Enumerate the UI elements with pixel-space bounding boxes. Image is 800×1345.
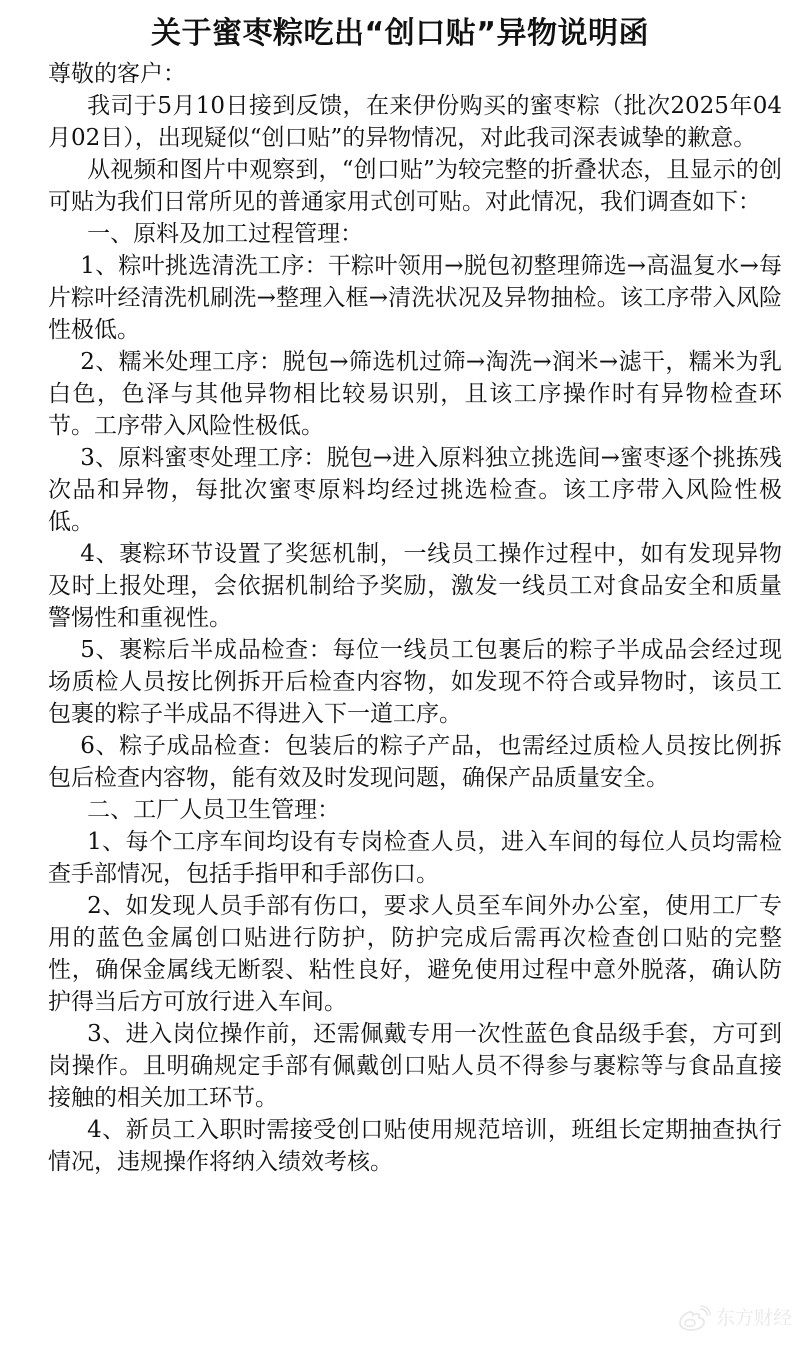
weibo-icon xyxy=(677,1305,711,1331)
section-1-item-1: 1、粽叶挑选清洗工序：干粽叶领用→脱包初整理筛选→高温复水→每片粽叶经清洗机刷洗→整理入框→清洗状况及异物抽检。该工序带入风险性极低。 xyxy=(48,253,782,343)
intro-paragraph: 我司于5月10日接到反馈，在来伊份购买的蜜枣粽（批次2025年04月02日），出现疑似“创口贴”的异物情况，对此我司深表诚挚的歉意。 xyxy=(48,93,782,151)
salutation: 尊敬的客户： xyxy=(48,61,186,87)
section-2-heading: 二、工厂人员卫生管理： xyxy=(87,797,341,823)
section-2-item-4: 4、新员工入职时需接受创口贴使用规范培训，班组长定期抽查执行情况，违规操作将纳入绩效考核。 xyxy=(48,1117,782,1175)
document-body xyxy=(48,58,782,1178)
observation-paragraph: 从视频和图片中观察到，“创口贴”为较完整的折叠状态，且显示的创可贴为我们日常所见的普通家用式创可贴。对此情况，我们调查如下： xyxy=(48,157,782,215)
section-2-item-1: 1、每个工序车间均设有专岗检查人员，进入车间的每位人员均需检查手部情况，包括手指甲和手部伤口。 xyxy=(48,829,782,887)
section-1-item-3: 3、原料蜜枣处理工序：脱包→进入原料独立挑选间→蜜枣逐个挑拣残次品和异物，每批次蜜枣原料均经过挑选检查。该工序带入风险性极低。 xyxy=(48,445,782,535)
document-title: 关于蜜枣粽吃出“创口贴”异物说明函 xyxy=(151,16,649,51)
section-1-item-4: 4、裹粽环节设置了奖惩机制，一线员工操作过程中，如有发现异物及时上报处理，会依据机制给予奖励，激发一线员工对食品安全和质量警惕性和重视性。 xyxy=(48,541,782,631)
watermark xyxy=(677,1305,792,1331)
section-1-item-6: 6、粽子成品检查：包装后的粽子产品，也需经过质检人员按比例拆包后检查内容物，能有效及时发现问题，确保产品质量安全。 xyxy=(48,733,782,791)
section-1-heading: 一、原料及加工过程管理： xyxy=(87,221,364,247)
section-2-item-3: 3、进入岗位操作前，还需佩戴专用一次性蓝色食品级手套，方可到岗操作。且明确规定手部有佩戴创口贴人员不得参与裹粽等与食品直接接触的相关加工环节。 xyxy=(48,1021,782,1111)
section-1-item-5: 5、裹粽后半成品检查：每位一线员工包裹后的粽子半成品会经过现场质检人员按比例拆开后检查内容物，如发现不符合或异物时，该员工包裹的粽子半成品不得进入下一道工序。 xyxy=(48,637,782,727)
section-2-item-2: 2、如发现人员手部有伤口，要求人员至车间外办公室，使用工厂专用的蓝色金属创口贴进行防护，防护完成后需再次检查创口贴的完整性，确保金属线无断裂、粘性良好，避免使用过程中意外脱落，确认防护得当后方可放行进入车间。 xyxy=(48,893,782,1015)
watermark-text: 东方财经 xyxy=(715,1307,792,1329)
section-1-item-2: 2、糯米处理工序：脱包→筛选机过筛→淘洗→润米→滤干，糯米为乳白色，色泽与其他异物相比较易识别，且该工序操作时有异物检查环节。工序带入风险性极低。 xyxy=(48,349,782,439)
